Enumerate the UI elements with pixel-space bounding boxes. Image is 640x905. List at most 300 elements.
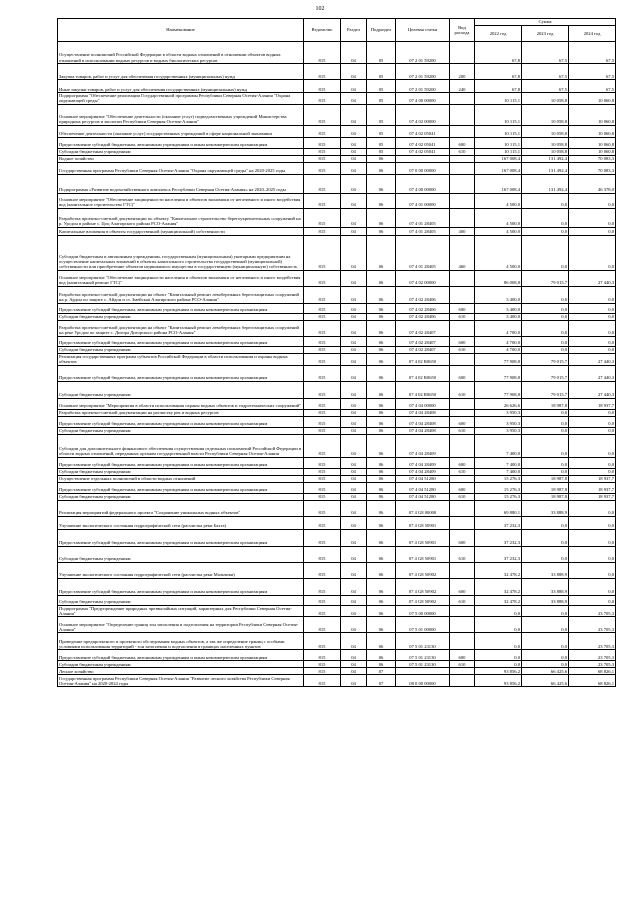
- cell-target-article: [396, 668, 450, 675]
- cell-expense-type: [450, 286, 475, 303]
- cell-department: 815: [304, 137, 341, 148]
- cell-department: 815: [304, 546, 341, 562]
- cell-target-article: 07 4 04 28409: [396, 434, 450, 457]
- cell-2023: 0,0: [522, 617, 569, 633]
- cell-name: Субсидии бюджетным учреждениям: [58, 381, 304, 398]
- cell-2022: 167 008,4: [475, 155, 522, 162]
- cell-2024: 23 705,3: [569, 650, 616, 661]
- cell-2023: 33 888,9: [522, 595, 569, 605]
- cell-target-article: 07 4 04 28408: [396, 427, 450, 434]
- cell-name: Улучшение экологического состояния гидрографической сети (расчистка реки Бахта): [58, 516, 304, 529]
- cell-name: Субсидии бюджетным учреждениям: [58, 427, 304, 434]
- cell-2023: 79 015,7: [522, 353, 569, 365]
- table-row: [58, 457, 616, 468]
- cell-subsection: 05: [367, 104, 396, 125]
- cell-2024: 0,0: [569, 235, 616, 270]
- cell-expense-type: 610: [450, 346, 475, 353]
- cell-2023: 0,0: [522, 286, 569, 303]
- cell-department: 815: [304, 516, 341, 529]
- cell-2022: 10 115,1: [475, 93, 522, 105]
- cell-subsection: 06: [367, 174, 396, 193]
- header-name: Наименование: [58, 19, 304, 42]
- cell-subsection: 06: [367, 193, 396, 208]
- cell-section: 04: [341, 303, 367, 313]
- cell-2022: 4 500,0: [475, 193, 522, 208]
- cell-2023: 0,0: [522, 313, 569, 320]
- cell-target-article: 07 5 01 00000: [396, 617, 450, 633]
- cell-name: Субсидии бюджетным учреждениям: [58, 546, 304, 562]
- cell-expense-type: 610: [450, 661, 475, 668]
- cell-name: Субсидии бюджетным учреждениям: [58, 661, 304, 668]
- cell-expense-type: [450, 193, 475, 208]
- cell-expense-type: 200: [450, 64, 475, 80]
- cell-subsection: 06: [367, 336, 396, 346]
- cell-2022: 167 008,4: [475, 174, 522, 193]
- cell-department: 815: [304, 93, 341, 105]
- cell-expense-type: 240: [450, 80, 475, 93]
- cell-subsection: 06: [367, 475, 396, 482]
- page-number: 102: [315, 6, 325, 12]
- cell-expense-type: [450, 617, 475, 633]
- cell-name: Предоставление субсидий бюджетным, автономным учреждениям и иным некоммерческим организациям: [58, 416, 304, 427]
- cell-section: 04: [341, 675, 367, 687]
- table-row: [58, 500, 616, 516]
- cell-name: Субсидии бюджетным учреждениям: [58, 468, 304, 475]
- cell-department: 815: [304, 235, 341, 270]
- cell-subsection: 06: [367, 346, 396, 353]
- cell-subsection: 06: [367, 365, 396, 381]
- cell-section: 04: [341, 174, 367, 193]
- cell-2023: 10 058,8: [522, 104, 569, 125]
- cell-department: 815: [304, 595, 341, 605]
- cell-target-article: 07 4 G8 50901: [396, 546, 450, 562]
- cell-department: 815: [304, 104, 341, 125]
- cell-department: 815: [304, 125, 341, 137]
- cell-2024: 0,0: [569, 427, 616, 434]
- cell-section: 04: [341, 42, 367, 64]
- cell-2024: 23 705,3: [569, 617, 616, 633]
- cell-subsection: 06: [367, 235, 396, 270]
- cell-2024: 68 826,1: [569, 668, 616, 675]
- cell-department: 815: [304, 578, 341, 595]
- cell-target-article: 08 0 00 00000: [396, 675, 450, 687]
- cell-department: 815: [304, 529, 341, 546]
- cell-section: 04: [341, 457, 367, 468]
- cell-department: 815: [304, 336, 341, 346]
- cell-target-article: 07 4 02 00000: [396, 270, 450, 286]
- cell-2022: 167 008,4: [475, 162, 522, 174]
- table-row: [58, 270, 616, 286]
- cell-expense-type: 600: [450, 457, 475, 468]
- cell-target-article: 07 4 02 28407: [396, 336, 450, 346]
- cell-2024: 67,5: [569, 42, 616, 64]
- cell-section: 04: [341, 617, 367, 633]
- cell-2024: 18 937,7: [569, 482, 616, 493]
- cell-2024: 0,0: [569, 286, 616, 303]
- cell-2024: 0,0: [569, 562, 616, 578]
- header-target-article: Целевая статья: [396, 19, 450, 42]
- cell-section: 04: [341, 468, 367, 475]
- cell-2024: 18 937,7: [569, 475, 616, 482]
- cell-2023: 66 425,6: [522, 668, 569, 675]
- cell-section: 04: [341, 398, 367, 409]
- cell-expense-type: 610: [450, 381, 475, 398]
- cell-2022: 69 880,1: [475, 500, 522, 516]
- cell-section: 04: [341, 493, 367, 500]
- cell-subsection: 06: [367, 661, 396, 668]
- cell-2022: 3 400,0: [475, 313, 522, 320]
- cell-target-article: 07 4 04 28408: [396, 409, 450, 416]
- cell-expense-type: [450, 475, 475, 482]
- table-row: [58, 661, 616, 668]
- budget-table: [57, 18, 616, 687]
- cell-expense-type: 610: [450, 427, 475, 434]
- cell-2023: 79 015,7: [522, 365, 569, 381]
- cell-target-article: 07 4 00 00000: [396, 174, 450, 193]
- cell-department: 815: [304, 155, 341, 162]
- cell-2024: 23 705,3: [569, 661, 616, 668]
- cell-2023: 67,5: [522, 42, 569, 64]
- cell-target-article: [396, 155, 450, 162]
- cell-section: 04: [341, 500, 367, 516]
- cell-subsection: 06: [367, 562, 396, 578]
- cell-name: Предоставление субсидий бюджетным, автономным учреждениям и иным некоммерческим организациям: [58, 529, 304, 546]
- cell-name: Государственная программа Республики Северная Осетия-Алания "Развитие лесного хозяйства Республики Северная Осетия-Алания" на 2020-2024 годы: [58, 675, 304, 687]
- cell-section: 04: [341, 562, 367, 578]
- cell-subsection: 06: [367, 482, 396, 493]
- table-row: [58, 93, 616, 105]
- cell-name: Основное мероприятие "Обеспечение защищенности населения и объектов экономики от негативного и иного воздействия вод (капитальный ремонт ГТС)": [58, 270, 304, 286]
- cell-2022: 3 950,3: [475, 427, 522, 434]
- cell-subsection: 06: [367, 286, 396, 303]
- cell-name: Реализация государственных программ субъектов Российской Федерации в области использования и охраны водных объектов: [58, 353, 304, 365]
- cell-target-article: 07 4 04 00000: [396, 398, 450, 409]
- cell-target-article: 07 2 01 59200: [396, 64, 450, 80]
- cell-2023: 0,0: [522, 346, 569, 353]
- cell-target-article: 07 5 01 23130: [396, 633, 450, 650]
- cell-2022: 7 400,0: [475, 457, 522, 468]
- cell-section: 04: [341, 633, 367, 650]
- cell-2024: 70 083,3: [569, 155, 616, 162]
- cell-department: 815: [304, 650, 341, 661]
- cell-subsection: 06: [367, 500, 396, 516]
- cell-expense-type: 600: [450, 482, 475, 493]
- table-row: [58, 650, 616, 661]
- table-row: [58, 475, 616, 482]
- cell-2023: 18 987,8: [522, 398, 569, 409]
- cell-2024: 10 060,8: [569, 148, 616, 155]
- cell-target-article: 07 4 G8 00000: [396, 500, 450, 516]
- cell-section: 04: [341, 313, 367, 320]
- cell-subsection: 06: [367, 409, 396, 416]
- cell-department: 815: [304, 64, 341, 80]
- cell-section: 04: [341, 353, 367, 365]
- cell-2023: 0,0: [522, 208, 569, 227]
- table-row: [58, 434, 616, 457]
- cell-subsection: 05: [367, 64, 396, 80]
- cell-department: 815: [304, 605, 341, 617]
- cell-2024: 70 083,3: [569, 162, 616, 174]
- cell-target-article: 07 4 02 R0650: [396, 365, 450, 381]
- cell-2022: 10 115,1: [475, 148, 522, 155]
- cell-2024: 67,5: [569, 80, 616, 93]
- cell-expense-type: [450, 668, 475, 675]
- cell-expense-type: [450, 353, 475, 365]
- cell-2023: 0,0: [522, 409, 569, 416]
- cell-2023: 66 425,6: [522, 675, 569, 687]
- cell-subsection: 06: [367, 457, 396, 468]
- cell-subsection: 05: [367, 125, 396, 137]
- table-row: [58, 605, 616, 617]
- table-row: [58, 162, 616, 174]
- cell-name: Лесное хозяйство: [58, 668, 304, 675]
- cell-2024: 0,0: [569, 516, 616, 529]
- cell-target-article: 07 4 04 28409: [396, 457, 450, 468]
- cell-2022: 77 908,8: [475, 353, 522, 365]
- cell-department: 815: [304, 174, 341, 193]
- cell-expense-type: 600: [450, 578, 475, 595]
- cell-expense-type: [450, 208, 475, 227]
- cell-section: 04: [341, 409, 367, 416]
- cell-2023: 131 492,4: [522, 174, 569, 193]
- cell-section: 04: [341, 346, 367, 353]
- cell-2022: 4 700,0: [475, 336, 522, 346]
- cell-name: Предоставление субсидий бюджетным, автономным учреждениям и иным некоммерческим организациям: [58, 482, 304, 493]
- cell-department: 815: [304, 668, 341, 675]
- table-row: [58, 313, 616, 320]
- cell-2022: 67,8: [475, 64, 522, 80]
- cell-expense-type: [450, 162, 475, 174]
- cell-expense-type: [450, 434, 475, 457]
- cell-subsection: 06: [367, 516, 396, 529]
- cell-department: 815: [304, 42, 341, 64]
- cell-2022: 37 232,3: [475, 516, 522, 529]
- cell-2024: 0,0: [569, 595, 616, 605]
- cell-name: Государственная программа Республики Северная Осетия-Алания "Охрана окружающей среды" на 2020-2025 годы: [58, 162, 304, 174]
- cell-expense-type: [450, 500, 475, 516]
- cell-subsection: 06: [367, 595, 396, 605]
- cell-2022: 10 115,1: [475, 125, 522, 137]
- cell-2023: 0,0: [522, 516, 569, 529]
- cell-expense-type: [450, 155, 475, 162]
- cell-expense-type: [450, 320, 475, 336]
- cell-2024: 0,0: [569, 434, 616, 457]
- cell-target-article: 07 4 02 28407: [396, 320, 450, 336]
- cell-2023: 18 987,8: [522, 482, 569, 493]
- cell-2024: 0,0: [569, 208, 616, 227]
- cell-name: Предоставление субсидий бюджетным, автономным учреждениям и иным некоммерческим организациям: [58, 303, 304, 313]
- cell-2024: 27 440,3: [569, 270, 616, 286]
- cell-target-article: 07 4 04 51280: [396, 493, 450, 500]
- table-row: [58, 104, 616, 125]
- cell-2024: 0,0: [569, 313, 616, 320]
- cell-2022: 3 950,3: [475, 409, 522, 416]
- cell-name: Предоставление субсидий бюджетным, автономным учреждениям и иным некоммерческим организациям: [58, 650, 304, 661]
- cell-expense-type: 610: [450, 468, 475, 475]
- cell-2022: 7 400,0: [475, 434, 522, 457]
- table-row: [58, 516, 616, 529]
- cell-2023: 67,5: [522, 80, 569, 93]
- cell-2023: 79 015,7: [522, 381, 569, 398]
- table-row: [58, 353, 616, 365]
- header-department: Ведомство: [304, 19, 341, 42]
- cell-name: Подпрограмма "Предупреждение природных чрезвычайных ситуаций, характерных для Республики Северная Осетия-Алания": [58, 605, 304, 617]
- cell-expense-type: [450, 516, 475, 529]
- cell-expense-type: [450, 104, 475, 125]
- cell-2023: 18 987,8: [522, 475, 569, 482]
- cell-department: 815: [304, 353, 341, 365]
- cell-section: 04: [341, 162, 367, 174]
- cell-target-article: 07 4 01 28405: [396, 235, 450, 270]
- cell-2022: 77 908,8: [475, 365, 522, 381]
- cell-2022: 93 856,2: [475, 675, 522, 687]
- cell-subsection: 06: [367, 381, 396, 398]
- cell-name: Иные закупки товаров, работ и услуг для обеспечения государственных (муниципальных) нужд: [58, 80, 304, 93]
- cell-2023: 0,0: [522, 650, 569, 661]
- cell-2023: 0,0: [522, 546, 569, 562]
- cell-department: 815: [304, 365, 341, 381]
- table-row: [58, 336, 616, 346]
- cell-target-article: 07 0 00 00000: [396, 162, 450, 174]
- cell-name: Субсидии бюджетным учреждениям: [58, 313, 304, 320]
- cell-2024: 23 705,3: [569, 605, 616, 617]
- cell-2024: 46 378,0: [569, 174, 616, 193]
- cell-target-article: 07 4 01 28405: [396, 227, 450, 235]
- cell-subsection: 06: [367, 605, 396, 617]
- cell-2024: 0,0: [569, 416, 616, 427]
- cell-target-article: 07 4 00 00000: [396, 93, 450, 105]
- cell-department: 815: [304, 303, 341, 313]
- cell-section: 04: [341, 320, 367, 336]
- cell-2023: 0,0: [522, 227, 569, 235]
- cell-expense-type: 600: [450, 650, 475, 661]
- cell-section: 04: [341, 381, 367, 398]
- cell-department: 815: [304, 562, 341, 578]
- header-sum: Сумма: [475, 19, 616, 26]
- table-row: [58, 468, 616, 475]
- cell-2023: 0,0: [522, 336, 569, 346]
- table-row: [58, 148, 616, 155]
- cell-2023: 79 015,7: [522, 270, 569, 286]
- header-year-2022: 2022 год: [475, 26, 522, 42]
- cell-department: 815: [304, 398, 341, 409]
- cell-subsection: 06: [367, 633, 396, 650]
- header-expense-type: Вид расхода: [450, 19, 475, 42]
- cell-subsection: 06: [367, 227, 396, 235]
- cell-2023: 0,0: [522, 320, 569, 336]
- cell-2022: 15 276,3: [475, 493, 522, 500]
- cell-name: Проведение предпроектного и проектного обследования водных объектов, а так же определение границ с особыми условиями использования территорий - зон затопления и подтопления в границах населенных пунктов: [58, 633, 304, 650]
- cell-expense-type: [450, 270, 475, 286]
- cell-2023: 0,0: [522, 193, 569, 208]
- table-row: [58, 617, 616, 633]
- cell-2023: 18 987,8: [522, 493, 569, 500]
- cell-name: Улучшение экологического состояния гидрографической сети (расчистка реки Мальчики): [58, 562, 304, 578]
- cell-section: 04: [341, 104, 367, 125]
- cell-target-article: 07 4 02 28406: [396, 313, 450, 320]
- table-row: [58, 64, 616, 80]
- cell-subsection: 06: [367, 434, 396, 457]
- cell-2022: 7 400,0: [475, 468, 522, 475]
- cell-name: Основное мероприятие "Мероприятия в области использования охраны водных объектов и гидротехнических сооружений": [58, 398, 304, 409]
- table-row: [58, 562, 616, 578]
- cell-section: 04: [341, 64, 367, 80]
- cell-2022: 4 500,0: [475, 208, 522, 227]
- cell-target-article: 07 4 04 51280: [396, 482, 450, 493]
- cell-section: 04: [341, 668, 367, 675]
- cell-section: 04: [341, 125, 367, 137]
- header-subsection: Подраздел: [367, 19, 396, 42]
- cell-name: Предоставление субсидий бюджетным, автономным учреждениям и иным некоммерческим организациям: [58, 365, 304, 381]
- cell-department: 815: [304, 80, 341, 93]
- cell-expense-type: [450, 125, 475, 137]
- table-row: [58, 381, 616, 398]
- cell-department: 815: [304, 409, 341, 416]
- cell-2022: 32 478,2: [475, 562, 522, 578]
- cell-2024: 0,0: [569, 457, 616, 468]
- cell-2022: 32 478,2: [475, 595, 522, 605]
- cell-expense-type: [450, 174, 475, 193]
- cell-section: 04: [341, 80, 367, 93]
- cell-subsection: 06: [367, 493, 396, 500]
- cell-subsection: 06: [367, 416, 396, 427]
- cell-2023: 33 888,9: [522, 578, 569, 595]
- cell-department: 815: [304, 270, 341, 286]
- cell-department: 815: [304, 475, 341, 482]
- cell-2024: 0,0: [569, 320, 616, 336]
- cell-2022: 3 950,3: [475, 416, 522, 427]
- cell-target-article: 07 4 G8 50902: [396, 562, 450, 578]
- cell-2022: 15 276,3: [475, 482, 522, 493]
- table-row: [58, 155, 616, 162]
- cell-expense-type: 610: [450, 148, 475, 155]
- table-row: [58, 668, 616, 675]
- table-row: [58, 80, 616, 93]
- cell-subsection: 06: [367, 398, 396, 409]
- cell-2024: 0,0: [569, 193, 616, 208]
- cell-expense-type: 400: [450, 227, 475, 235]
- cell-department: 815: [304, 162, 341, 174]
- cell-department: 815: [304, 675, 341, 687]
- cell-2024: 0,0: [569, 346, 616, 353]
- table-row: [58, 235, 616, 270]
- cell-2023: 10 058,8: [522, 137, 569, 148]
- cell-section: 04: [341, 227, 367, 235]
- cell-section: 04: [341, 434, 367, 457]
- cell-department: 815: [304, 493, 341, 500]
- cell-2024: 0,0: [569, 227, 616, 235]
- cell-department: 815: [304, 148, 341, 155]
- cell-subsection: 06: [367, 650, 396, 661]
- cell-target-article: 07 2 01 59200: [396, 42, 450, 64]
- cell-2022: 0,0: [475, 661, 522, 668]
- cell-section: 04: [341, 155, 367, 162]
- cell-2024: 0,0: [569, 500, 616, 516]
- cell-section: 04: [341, 93, 367, 105]
- cell-target-article: 07 4 02 R0650: [396, 353, 450, 365]
- table-row: [58, 286, 616, 303]
- cell-subsection: 06: [367, 303, 396, 313]
- cell-target-article: 07 4 02 28407: [396, 346, 450, 353]
- cell-2024: 0,0: [569, 578, 616, 595]
- cell-subsection: 05: [367, 137, 396, 148]
- cell-2023: 10 058,8: [522, 93, 569, 105]
- cell-2022: 37 232,3: [475, 529, 522, 546]
- table-row: [58, 193, 616, 208]
- cell-2022: 93 856,2: [475, 668, 522, 675]
- table-row: [58, 320, 616, 336]
- cell-name: Закупка товаров, работ и услуг для обеспечения государственных (муниципальных) нужд: [58, 64, 304, 80]
